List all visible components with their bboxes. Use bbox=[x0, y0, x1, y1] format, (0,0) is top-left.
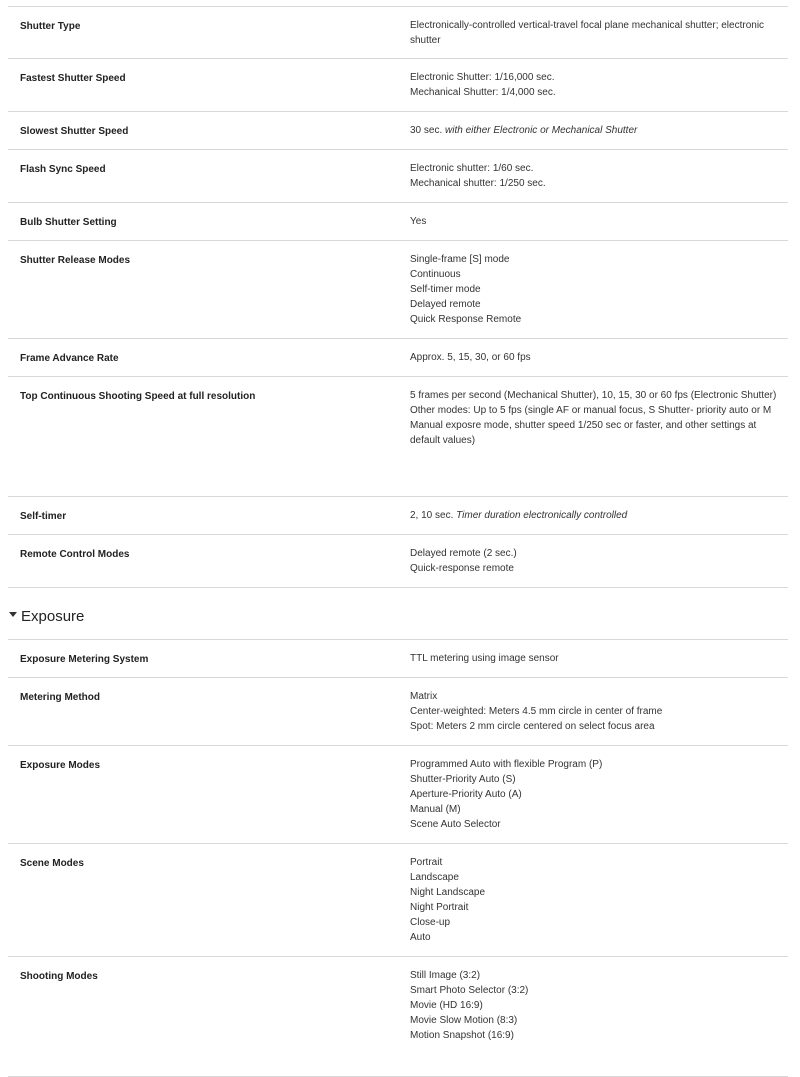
spec-value-text: default values) bbox=[410, 435, 476, 446]
spec-row bbox=[8, 112, 788, 150]
spec-value-line bbox=[410, 704, 780, 719]
spec-value-line bbox=[410, 968, 780, 983]
caret-down-icon[interactable] bbox=[8, 609, 18, 619]
spec-value-line bbox=[410, 297, 780, 312]
spec-row bbox=[8, 678, 788, 746]
spec-value-text: Delayed remote (2 sec.) bbox=[410, 548, 517, 559]
spec-value bbox=[410, 18, 780, 48]
spec-row bbox=[8, 241, 788, 339]
spec-value-text: 5 frames per second (Mechanical Shutter), 10, 15, 30 or 60 fps (Electronic Shutter) bbox=[410, 390, 777, 401]
spec-row bbox=[8, 339, 788, 377]
spec-value-text: Aperture-Priority Auto (A) bbox=[410, 789, 522, 800]
spec-row bbox=[8, 535, 788, 588]
spec-value-line bbox=[410, 312, 780, 327]
spec-value-line bbox=[410, 787, 780, 802]
spec-value-text: Portrait bbox=[410, 857, 443, 868]
spec-value-line bbox=[410, 915, 780, 930]
spec-value-text: Quick-response remote bbox=[410, 563, 514, 574]
spec-value-text: Auto bbox=[410, 932, 431, 943]
spec-value-line bbox=[410, 252, 780, 267]
spec-value-text: Motion Snapshot (16:9) bbox=[410, 1030, 514, 1041]
spec-label: Shooting Modes bbox=[20, 971, 98, 982]
spec-label: Shutter Type bbox=[20, 21, 81, 32]
spec-value-text: Close-up bbox=[410, 917, 451, 928]
exposure-section-header[interactable] bbox=[8, 588, 788, 640]
spec-value-line bbox=[410, 350, 780, 365]
spec-value-line bbox=[410, 18, 780, 33]
spec-value-line bbox=[410, 508, 780, 523]
spec-value-text: Movie Slow Motion (8:3) bbox=[410, 1015, 518, 1026]
spec-value-text: Manual (M) bbox=[410, 804, 461, 815]
spec-value-text: Still Image (3:2) bbox=[410, 970, 481, 981]
spec-value-line bbox=[410, 267, 780, 282]
spec-label: Flash Sync Speed bbox=[20, 164, 106, 175]
spec-value-line bbox=[410, 1013, 780, 1028]
spec-label: Frame Advance Rate bbox=[20, 353, 119, 364]
spec-value-line bbox=[410, 772, 780, 787]
spec-value bbox=[410, 968, 780, 1043]
spec-value-text: Delayed remote bbox=[410, 299, 481, 310]
spec-label: Shutter Release Modes bbox=[20, 255, 131, 266]
spec-value-line bbox=[410, 561, 780, 576]
spec-value-text: 30 sec. bbox=[410, 125, 443, 136]
spec-value-text: Continuous bbox=[410, 269, 461, 280]
spec-value bbox=[410, 123, 780, 138]
spec-value bbox=[410, 350, 780, 365]
spec-value-line bbox=[410, 161, 780, 176]
spec-value-text: Landscape bbox=[410, 872, 459, 883]
spec-value-line bbox=[410, 870, 780, 885]
spec-value-line bbox=[410, 885, 780, 900]
spec-row bbox=[8, 377, 788, 497]
spec-value-line bbox=[410, 418, 780, 433]
spec-value-line bbox=[410, 757, 780, 772]
spec-value bbox=[410, 508, 780, 523]
spec-value-line bbox=[410, 1028, 780, 1043]
spec-value-text: Shutter-Priority Auto (S) bbox=[410, 774, 516, 785]
spec-value-text: Movie (HD 16:9) bbox=[410, 1000, 483, 1011]
spec-value-line bbox=[410, 433, 780, 448]
spec-label: Metering Method bbox=[20, 692, 100, 703]
spec-row bbox=[8, 957, 788, 1077]
spec-value-text: Single-frame [S] mode bbox=[410, 254, 510, 265]
spec-row bbox=[8, 150, 788, 203]
spec-value-line bbox=[410, 689, 780, 704]
spec-value-text: Mechanical shutter: 1/250 sec. bbox=[410, 178, 546, 189]
spec-label: Exposure Metering System bbox=[20, 654, 149, 665]
spec-row bbox=[8, 844, 788, 957]
spec-value-text: Yes bbox=[410, 216, 427, 227]
spec-value-line bbox=[410, 855, 780, 870]
spec-value-line bbox=[410, 719, 780, 734]
spec-row bbox=[8, 640, 788, 678]
spec-value-line bbox=[410, 651, 780, 666]
spec-label: Scene Modes bbox=[20, 858, 84, 869]
spec-label: Top Continuous Shooting Speed at full resolution bbox=[20, 391, 256, 402]
spec-value-line bbox=[410, 282, 780, 297]
spec-value-text: Programmed Auto with flexible Program (P) bbox=[410, 759, 603, 770]
exposure-spec-table bbox=[8, 640, 788, 1077]
spec-row bbox=[8, 497, 788, 535]
spec-value bbox=[410, 855, 780, 945]
spec-value bbox=[410, 388, 780, 448]
spec-label: Self-timer bbox=[20, 511, 67, 522]
spec-value-line bbox=[410, 70, 780, 85]
spec-value-line bbox=[410, 33, 780, 48]
spec-value-note: with either Electronic or Mechanical Shutter bbox=[445, 125, 638, 136]
spec-value-line bbox=[410, 176, 780, 191]
spec-value-text: Center-weighted: Meters 4.5 mm circle in center of frame bbox=[410, 706, 663, 717]
spec-value-text: Scene Auto Selector bbox=[410, 819, 501, 830]
spec-label: Exposure Modes bbox=[20, 760, 101, 771]
spec-value-line bbox=[410, 123, 780, 138]
spec-value-text: Self-timer mode bbox=[410, 284, 481, 295]
spec-value-text: Night Landscape bbox=[410, 887, 486, 898]
spec-value-text: Night Portrait bbox=[410, 902, 469, 913]
spec-value-line bbox=[410, 930, 780, 945]
spec-value bbox=[410, 252, 780, 327]
spec-value-text: Smart Photo Selector (3:2) bbox=[410, 985, 529, 996]
spec-value-text: Matrix bbox=[410, 691, 438, 702]
shutter-spec-table bbox=[8, 6, 788, 588]
spec-value bbox=[410, 689, 780, 734]
spec-label: Fastest Shutter Speed bbox=[20, 73, 126, 84]
spec-value bbox=[410, 651, 780, 666]
spec-value-text: Mechanical Shutter: 1/4,000 sec. bbox=[410, 87, 556, 98]
spec-value bbox=[410, 757, 780, 832]
spec-value-line bbox=[410, 802, 780, 817]
spec-value-note: Timer duration electronically controlled bbox=[456, 510, 628, 521]
spec-value-text: Quick Response Remote bbox=[410, 314, 522, 325]
spec-row bbox=[8, 6, 788, 59]
spec-value-text: Electronic Shutter: 1/16,000 sec. bbox=[410, 72, 555, 83]
spec-value-text: Electronically-controlled vertical-travel focal plane mechanical shutter; electronic bbox=[410, 20, 765, 31]
spec-value bbox=[410, 161, 780, 191]
spec-value-text: Other modes: Up to 5 fps (single AF or manual focus, S Shutter- priority auto or M bbox=[410, 405, 772, 416]
spec-row bbox=[8, 746, 788, 844]
spec-value-text: shutter bbox=[410, 35, 441, 46]
spec-row bbox=[8, 203, 788, 241]
spec-value-text: Manual exposre mode, shutter speed 1/250 sec or faster, and other settings at bbox=[410, 420, 757, 431]
spec-value-line bbox=[410, 214, 780, 229]
spec-value-line bbox=[410, 388, 780, 403]
specs-page bbox=[8, 0, 788, 1077]
spec-value-line bbox=[410, 817, 780, 832]
section-title-exposure: Exposure bbox=[21, 608, 85, 625]
spec-label: Remote Control Modes bbox=[20, 549, 130, 560]
spec-value-text: Electronic shutter: 1/60 sec. bbox=[410, 163, 534, 174]
spec-value-line bbox=[410, 403, 780, 418]
spec-value-line bbox=[410, 85, 780, 100]
spec-value bbox=[410, 214, 780, 229]
spec-value-line bbox=[410, 998, 780, 1013]
spec-value-line bbox=[410, 983, 780, 998]
spec-value-line bbox=[410, 900, 780, 915]
spec-value-text: Spot: Meters 2 mm circle centered on select focus area bbox=[410, 721, 655, 732]
spec-value-line bbox=[410, 546, 780, 561]
spec-row bbox=[8, 59, 788, 112]
spec-value-text: 2, 10 sec. bbox=[410, 510, 454, 521]
spec-label: Bulb Shutter Setting bbox=[20, 217, 117, 228]
spec-label: Slowest Shutter Speed bbox=[20, 126, 129, 137]
spec-value-text: TTL metering using image sensor bbox=[410, 653, 559, 664]
spec-value bbox=[410, 70, 780, 100]
spec-value bbox=[410, 546, 780, 576]
spec-value-text: Approx. 5, 15, 30, or 60 fps bbox=[410, 352, 531, 363]
